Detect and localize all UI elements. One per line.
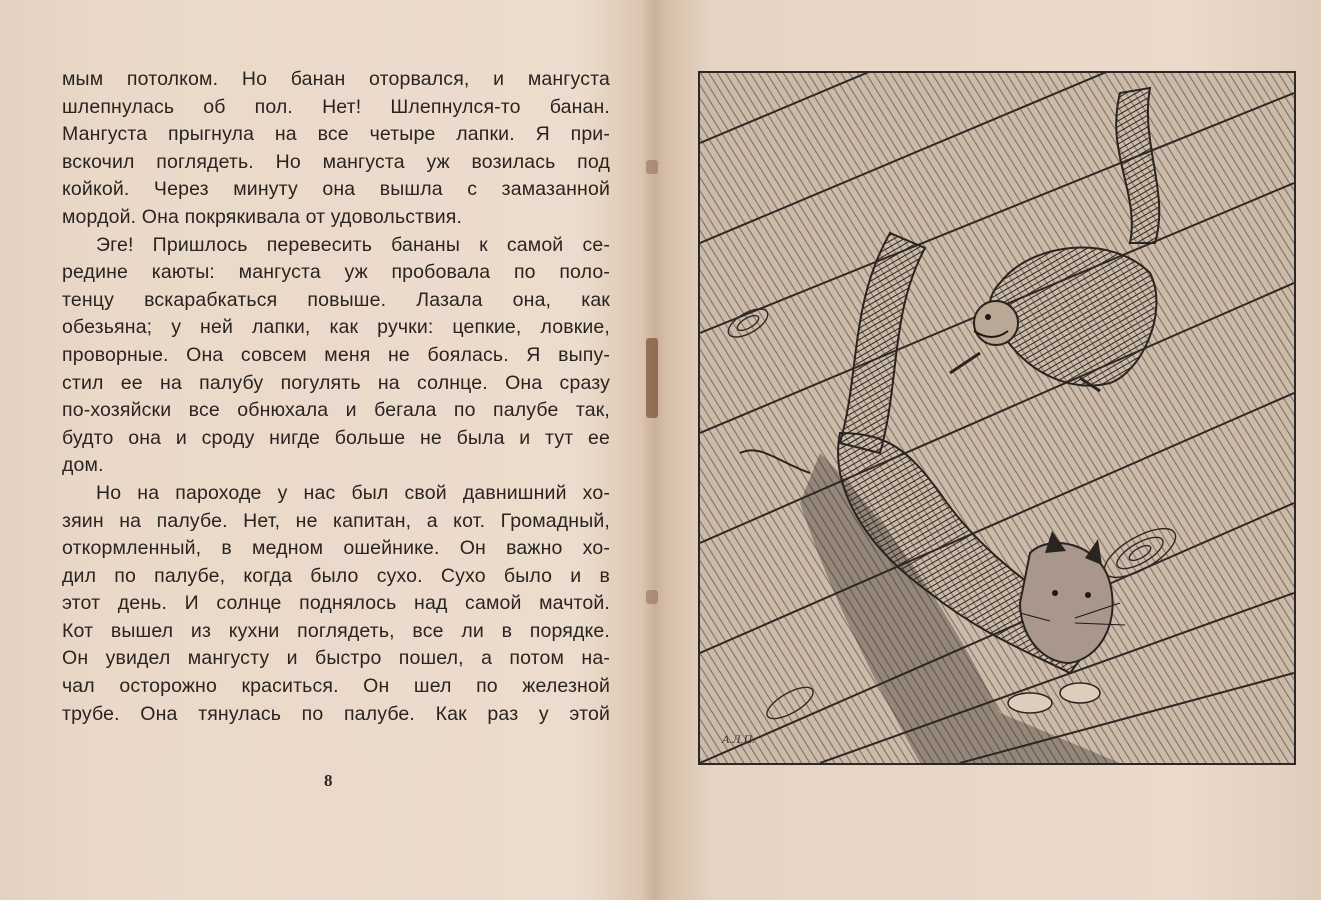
text-line: откормленный, в медном ошейнике. Он важно хо- [62, 537, 610, 560]
text-line: Кот вышел из кухни поглядеть, все ли в порядке. [62, 619, 610, 642]
text-line: трубе. Она тянулась по палубе. Как раз у этой [62, 702, 610, 725]
page-text [62, 66, 610, 728]
text-line: этот день. И солнце поднялось над самой мачтой. [62, 592, 610, 615]
text-line: по-хозяйски все обнюхала и бегала по палубе так, [62, 399, 610, 422]
engraving-drawing [700, 73, 1294, 763]
page-number: 8 [324, 771, 333, 790]
text-line: будто она и сроду нигде больше не была и тут ее [62, 426, 610, 449]
cat-and-mongoose-illustration [698, 71, 1296, 765]
text-line: проворные. Она совсем меня не боялась. Я выпу- [62, 343, 610, 366]
text-line: Мангуста прыгнула на все четыре лапки. Я при- [62, 123, 610, 146]
text-line: Он увидел мангусту и быстро пошел, а потом на- [62, 647, 610, 670]
text-line: мордой. Она покрякивала от удовольствия. [62, 205, 463, 228]
text-line: дом. [62, 454, 104, 477]
paragraph [62, 66, 610, 232]
text-line: дил по палубе, когда было сухо. Сухо было и в [62, 564, 610, 587]
text-line: шлепнулась об пол. Нет! Шлепнулся-то банан. [62, 95, 610, 118]
text-line: обезьяна; у ней лапки, как ручки: цепкие, ловкие, [62, 316, 610, 339]
text-line: чал осторожно краситься. Он шел по железной [62, 675, 610, 698]
text-line: вскочил поглядеть. Но мангуста уж возилась под [62, 150, 610, 173]
artist-signature: А.Л.П. [722, 732, 756, 746]
text-line: койкой. Через минуту она вышла с замазанной [62, 178, 610, 201]
text-line: мым потолком. Но банан оторвался, и мангуста [62, 68, 610, 90]
text-line: тенцу вскарабкаться повыше. Лазала она, как [62, 288, 610, 311]
paragraph [62, 480, 610, 728]
text-line: редине каюты: мангуста уж пробовала по поло- [62, 261, 610, 284]
text-line: Но на пароходе у нас был свой давнишний хо- [96, 481, 610, 504]
left-page [0, 0, 655, 900]
right-page [655, 0, 1321, 900]
text-line: зяин на палубе. Нет, не капитан, а кот. Громадный, [62, 509, 610, 532]
text-line: стил ее на палубу погулять на солнце. Она сразу [62, 371, 610, 394]
deck-hatching [700, 73, 1294, 763]
text-line: Эге! Пришлось перевесить бананы к самой се- [96, 233, 610, 256]
paragraph [62, 232, 610, 480]
